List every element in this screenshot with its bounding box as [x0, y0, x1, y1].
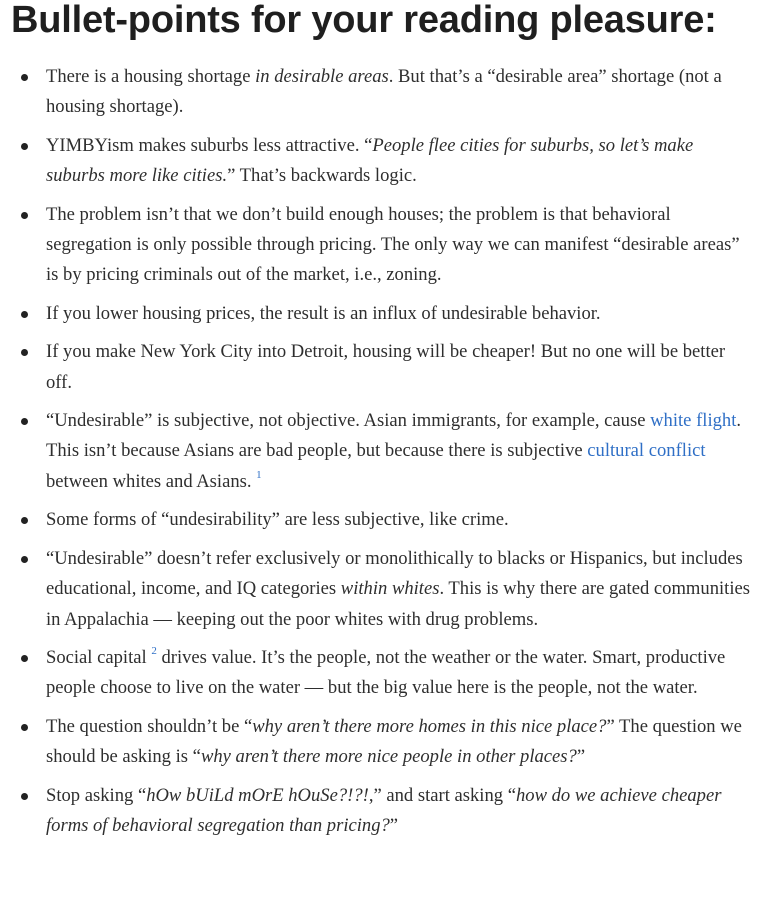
- list-item: The problem isn’t that we don’t build enough houses; the problem is that behavioral segregation is only possible through pricing. The only way we can manifest “desirable areas” is by pricing criminals out of the market, i.e., zoning.: [46, 200, 750, 291]
- bullet-dot-icon: [21, 655, 28, 662]
- list-item: There is a housing shortage in desirable areas. But that’s a “desirable area” shortage (not a housing shortage).: [46, 62, 750, 123]
- bullet-dot-icon: [21, 349, 28, 356]
- list-item: “Undesirable” doesn’t refer exclusively or monolithically to blacks or Hispanics, but includes educational, income, and IQ categories within whites. This is why there are gated communities in Appalachia — keeping out the poor whites with drug problems.: [46, 544, 750, 635]
- list-item: Stop asking “hOw bUiLd mOrE hOuSe?!?!,” and start asking “how do we achieve cheaper forms of behavioral segregation than pricing?”: [46, 781, 750, 842]
- bullet-dot-icon: [21, 212, 28, 219]
- bullet-dot-icon: [21, 143, 28, 150]
- list-item: Social capital $^2$ drives value. It’s the people, not the weather or the water. Smart, productive people choose to live on the water — but the big value here is the people, not the water.: [46, 643, 750, 704]
- section-heading: Bullet-points for your reading pleasure:: [11, 0, 717, 41]
- bullet-list: [0, 62, 750, 849]
- footnote-ref-2[interactable]: 2: [151, 644, 157, 657]
- bullet-dot-icon: [21, 724, 28, 731]
- list-item: Some forms of “undesirability” are less subjective, like crime.: [46, 505, 750, 535]
- cultural-conflict-link[interactable]: cultural conflict: [587, 440, 706, 462]
- bullet-dot-icon: [21, 418, 28, 425]
- list-item: The question shouldn’t be “why aren’t there more homes in this nice place?” The question we should be asking is “why aren’t there more nice people in other places?”: [46, 712, 750, 773]
- list-item: “Undesirable” is subjective, not objective. Asian immigrants, for example, cause white flight. This isn’t because Asians are bad people, but because there is subjective cultural conflict between whites and Asians. $^1$: [46, 406, 750, 497]
- list-item: If you make New York City into Detroit, housing will be cheaper! But no one will be better off.: [46, 337, 750, 398]
- list-item: If you lower housing prices, the result is an influx of undesirable behavior.: [46, 299, 750, 329]
- bullet-dot-icon: [21, 517, 28, 524]
- bullet-dot-icon: [21, 74, 28, 81]
- bullet-dot-icon: [21, 556, 28, 563]
- white-flight-link[interactable]: white flight: [650, 410, 737, 432]
- bullet-dot-icon: [21, 793, 28, 800]
- footnote-ref-1[interactable]: 1: [256, 468, 262, 481]
- list-item: YIMBYism makes suburbs less attractive. “People flee cities for suburbs, so let’s make suburbs more like cities.” That’s backwards logic.: [46, 131, 750, 192]
- bullet-dot-icon: [21, 311, 28, 318]
